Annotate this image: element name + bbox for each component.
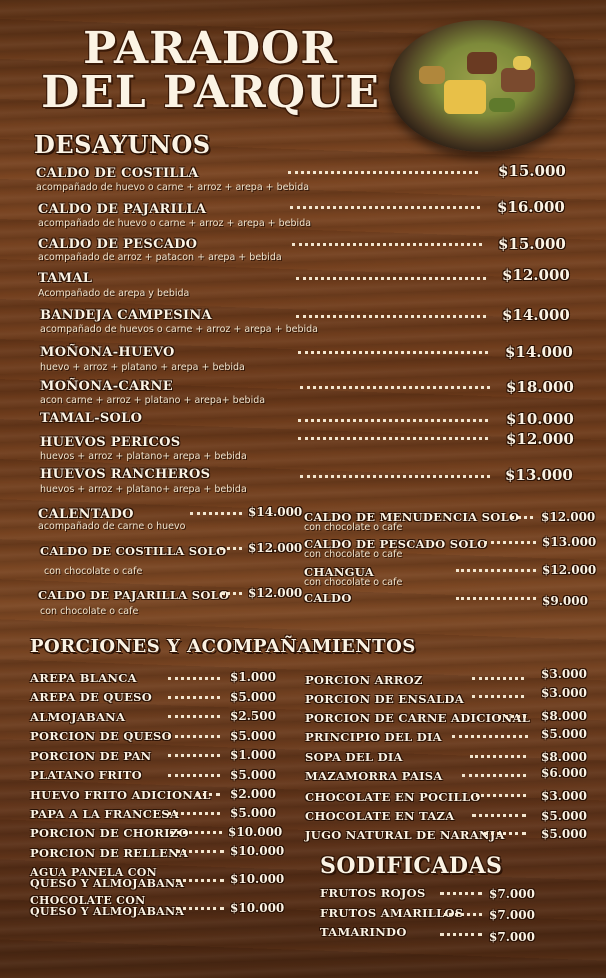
dotted-leader xyxy=(168,774,220,777)
item-name: CALDO DE COSTILLA SOLO xyxy=(40,544,227,558)
item-name: MOÑONA-CARNE xyxy=(40,379,173,394)
item-price: $10.000 xyxy=(228,825,283,839)
item-name: PORCION DE PAN xyxy=(30,749,152,763)
dotted-leader xyxy=(222,592,242,595)
item-price: $1.000 xyxy=(230,670,276,684)
item-price: $12.000 xyxy=(248,586,303,600)
dotted-leader xyxy=(190,512,242,515)
item-description: con chocolate o cafe xyxy=(304,577,403,588)
item-name: CHOCOLATE EN TAZA xyxy=(305,809,455,823)
item-name: PORCION DE CHORIZO xyxy=(30,826,189,840)
item-name: PRINCIPIO DEL DIA xyxy=(305,730,442,744)
item-name: CALDO xyxy=(304,591,352,605)
dotted-leader xyxy=(511,516,533,519)
item-description: con chocolate o cafe xyxy=(304,522,403,533)
item-name-line-1: CHOCOLATE CON xyxy=(30,894,146,907)
item-name: PORCION ARROZ xyxy=(305,673,423,687)
item-name: FRUTOS ROJOS xyxy=(320,886,426,900)
item-description: huevos + arroz + platano+ arepa + bebida xyxy=(40,484,247,495)
item-description: acompañado de huevos o carne + arroz + arepa + bebida xyxy=(40,324,319,335)
item-description: con chocolate o cafe xyxy=(44,566,143,577)
item-price: $14.000 xyxy=(248,505,303,519)
item-price: $2.500 xyxy=(230,709,276,723)
item-price: $5.000 xyxy=(541,827,587,841)
dotted-leader xyxy=(440,933,482,936)
item-price: $10.000 xyxy=(230,872,285,886)
item-description: Acompañado de arepa y bebida xyxy=(38,288,190,299)
item-description: huevo + arroz + platano + arepa + bebida xyxy=(40,362,245,373)
dotted-leader xyxy=(298,351,488,354)
item-price: $5.000 xyxy=(541,727,587,741)
item-name-line-2: QUESO Y ALMOJABANA xyxy=(30,877,185,890)
section-title-porciones: PORCIONES Y ACOMPAÑAMIENTOS xyxy=(30,636,416,657)
item-name: AREPA BLANCA xyxy=(30,671,137,685)
item-price: $5.000 xyxy=(230,690,276,704)
item-name: CALENTADO xyxy=(38,507,134,522)
dotted-leader xyxy=(176,850,224,853)
item-price: $7.000 xyxy=(489,930,535,944)
item-price: $10.000 xyxy=(230,844,285,858)
item-price: $12.000 xyxy=(541,510,596,524)
item-name: MAZAMORRA PAISA xyxy=(305,769,443,783)
item-name: TAMARINDO xyxy=(320,925,407,939)
item-price: $5.000 xyxy=(230,806,276,820)
dotted-leader xyxy=(498,715,526,718)
item-name: CALDO DE PESCADO SOLO xyxy=(304,537,488,551)
item-name: BANDEJA CAMPESINA xyxy=(40,308,212,323)
dotted-leader xyxy=(456,597,536,600)
item-price: $10.000 xyxy=(506,410,574,428)
item-name: TAMAL xyxy=(38,271,93,286)
item-price: $15.000 xyxy=(498,235,566,253)
item-name-line-1: AGUA PANELA CON xyxy=(30,866,157,879)
item-description: acompañado de arroz + patacon + arepa + bebida xyxy=(38,252,282,263)
dotted-leader xyxy=(484,832,526,835)
dotted-leader xyxy=(196,793,220,796)
title-line-1: PARADOR xyxy=(83,23,338,74)
item-price: $10.000 xyxy=(230,901,285,915)
item-name: MOÑONA-HUEVO xyxy=(40,345,175,360)
item-price: $3.000 xyxy=(541,686,587,700)
dotted-leader xyxy=(472,695,524,698)
dotted-leader xyxy=(296,315,486,318)
dotted-leader xyxy=(168,677,220,680)
dotted-leader xyxy=(298,419,488,422)
item-price: $7.000 xyxy=(489,887,535,901)
item-price: $5.000 xyxy=(541,809,587,823)
soup-bowl-image xyxy=(389,20,575,152)
item-price: $12.000 xyxy=(506,430,574,448)
dotted-leader xyxy=(462,774,526,777)
dotted-leader xyxy=(168,735,220,738)
dotted-leader xyxy=(472,814,526,817)
item-price: $3.000 xyxy=(541,789,587,803)
item-name: CALDO DE PESCADO xyxy=(38,237,198,252)
dotted-leader xyxy=(292,243,482,246)
item-price: $8.000 xyxy=(541,750,587,764)
item-description: huevos + arroz + platano+ arepa + bebida xyxy=(40,451,247,462)
dotted-leader xyxy=(470,755,526,758)
item-description: acompañado de carne o huevo xyxy=(38,521,186,532)
item-price: $14.000 xyxy=(505,343,573,361)
title-line-2: DEL PARQUE xyxy=(41,67,380,118)
item-price: $18.000 xyxy=(506,378,574,396)
item-name: CHANGUA xyxy=(304,565,374,579)
dotted-leader xyxy=(444,913,482,916)
section-title-sodificadas: SODIFICADAS xyxy=(320,853,503,879)
item-price: $5.000 xyxy=(230,768,276,782)
item-price: $13.000 xyxy=(505,466,573,484)
item-price: $7.000 xyxy=(489,908,535,922)
item-name: CALDO DE COSTILLA xyxy=(36,166,199,181)
item-price: $8.000 xyxy=(541,709,587,723)
dotted-leader xyxy=(298,437,488,440)
dotted-leader xyxy=(168,696,220,699)
item-price: $14.000 xyxy=(502,306,570,324)
dotted-leader xyxy=(472,677,524,680)
item-name: CALDO DE PAJARILLA xyxy=(38,202,207,217)
dotted-leader xyxy=(484,541,536,544)
item-price: $1.000 xyxy=(230,748,276,762)
item-name: PAPA A LA FRANCESA xyxy=(30,807,180,821)
dotted-leader xyxy=(440,892,482,895)
item-name: PORCION DE QUESO xyxy=(30,729,172,743)
item-name: PORCION DE ENSALDA xyxy=(305,692,464,706)
item-price: $2.000 xyxy=(230,787,276,801)
item-name: SOPA DEL DIA xyxy=(305,750,403,764)
item-price: $6.000 xyxy=(541,766,587,780)
item-name: CHOCOLATE EN POCILLO xyxy=(305,790,481,804)
item-price: $12.000 xyxy=(542,563,597,577)
dotted-leader xyxy=(300,475,490,478)
item-price: $13.000 xyxy=(542,535,597,549)
dotted-leader xyxy=(168,754,220,757)
item-name: HUEVO FRITO ADICIONAL xyxy=(30,788,211,802)
item-price: $16.000 xyxy=(497,198,565,216)
item-name: HUEVOS PERICOS xyxy=(40,435,181,450)
item-description: acon carne + arroz + platano + arepa+ bebida xyxy=(40,395,266,406)
item-price: $12.000 xyxy=(502,266,570,284)
dotted-leader xyxy=(168,715,220,718)
dotted-leader xyxy=(456,569,536,572)
item-name: ALMOJABANA xyxy=(30,710,126,724)
item-price: $15.000 xyxy=(498,162,566,180)
item-name: JUGO NATURAL DE NARANJA xyxy=(305,828,505,842)
item-description: acompañado de huevo o carne + arroz + arepa + bebida xyxy=(38,218,312,229)
item-description: con chocolate o cafe xyxy=(40,606,139,617)
item-name: CALDO DE PAJARILLA SOLO xyxy=(38,588,230,602)
item-name: FRUTOS AMARILLOS xyxy=(320,906,464,920)
item-name: AREPA DE QUESO xyxy=(30,690,153,704)
section-title-desayunos: DESAYUNOS xyxy=(34,130,211,159)
dotted-leader xyxy=(220,547,242,550)
item-price: $9.000 xyxy=(542,594,588,608)
dotted-leader xyxy=(176,907,224,910)
dotted-leader xyxy=(290,206,480,209)
item-name: HUEVOS RANCHEROS xyxy=(40,467,211,482)
item-description: acompañado de huevo o carne + arroz + arepa + bebida xyxy=(36,182,310,193)
dotted-leader xyxy=(288,171,478,174)
item-price: $5.000 xyxy=(230,729,276,743)
item-price: $12.000 xyxy=(248,541,303,555)
dotted-leader xyxy=(296,277,486,280)
dotted-leader xyxy=(176,879,224,882)
item-name: TAMAL-SOLO xyxy=(40,411,143,426)
dotted-leader xyxy=(168,812,220,815)
item-name: PLATANO FRITO xyxy=(30,768,142,782)
item-name: PORCION DE CARNE ADICIONAL xyxy=(305,711,531,725)
item-name: PORCION DE RELLENA xyxy=(30,846,189,860)
item-price: $3.000 xyxy=(541,667,587,681)
dotted-leader xyxy=(476,794,526,797)
item-name-line-2: QUESO Y ALMOJABANA xyxy=(30,905,185,918)
dotted-leader xyxy=(170,831,222,834)
item-description: con chocolate o cafe xyxy=(304,549,403,560)
item-name: CALDO DE MENUDENCIA SOLO xyxy=(304,510,520,524)
dotted-leader xyxy=(300,386,490,389)
dotted-leader xyxy=(452,735,528,738)
